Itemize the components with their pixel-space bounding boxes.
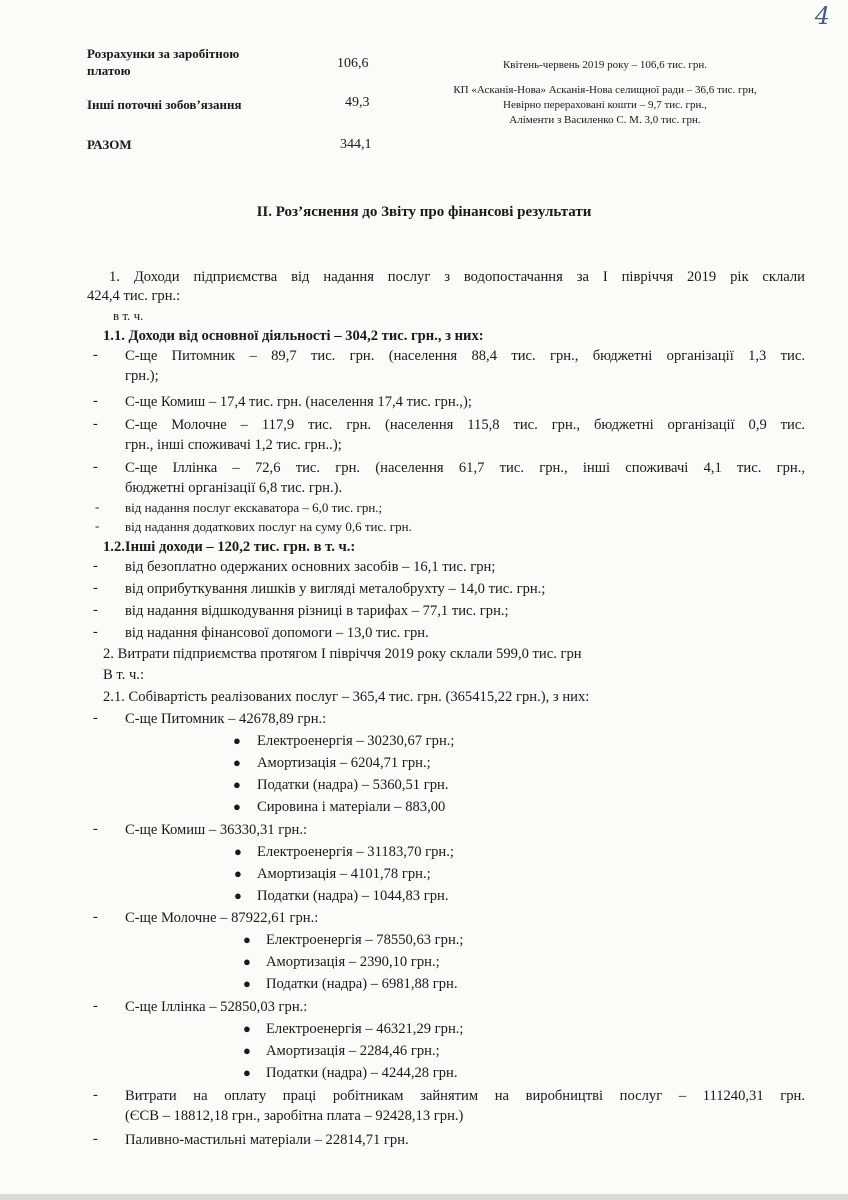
handwritten-page-number: 4: [814, 2, 830, 30]
table-row-label: Інші поточні зобов’язання: [87, 97, 242, 112]
bullet-icon: ●: [233, 755, 241, 770]
bullet-icon: ●: [243, 1043, 251, 1058]
table-total-label: РАЗОМ: [87, 137, 132, 152]
list-dash: -: [93, 1087, 98, 1103]
list-dash: -: [93, 459, 98, 475]
cost-item: Податки (надра) – 4244,28 грн.: [266, 1065, 458, 1081]
cost-item: Сировина і матеріали – 883,00: [257, 799, 446, 815]
list-item: С-ще Питомник – 89,7 тис. грн. (населення 88,4 тис. грн., бюджетні організації 1,3 тис.: [125, 348, 805, 364]
list-dash: -: [93, 624, 98, 640]
table-row-note: Невірно перераховані кошти – 9,7 тис. грн.,: [503, 99, 707, 111]
list-dash: -: [93, 998, 98, 1014]
list-dash: -: [95, 499, 100, 514]
bullet-icon: ●: [243, 1065, 251, 1080]
list-item: С-ще Іллінка – 72,6 тис. грн. (населення 61,7 тис. грн., інші споживачі 4,1 тис. грн.,: [125, 460, 805, 476]
section-title: ІІ. Роз’яснення до Звіту про фінансові результати: [256, 204, 592, 220]
bullet-icon: ●: [243, 932, 251, 947]
cost-item: Електроенергія – 46321,29 грн.;: [266, 1021, 464, 1037]
list-dash: -: [93, 393, 98, 409]
bullet-icon: ●: [233, 777, 241, 792]
paragraph-income-cont: 424,4 тис. грн.:: [87, 288, 181, 304]
bullet-icon: ●: [234, 844, 242, 859]
bullet-icon: ●: [243, 954, 251, 969]
table-row-note: Аліменти з Василенко С. М. 3,0 тис. грн.: [509, 114, 701, 126]
list-item: від надання відшкодування різниці в тарифах – 77,1 тис. грн.;: [125, 603, 509, 619]
list-dash: -: [93, 602, 98, 618]
cost-item: Амортизація – 2284,46 грн.;: [266, 1043, 440, 1059]
labor-costs: Витрати на оплату праці робітникам зайнятим на виробництві послуг – 111240,31 грн.: [125, 1088, 805, 1104]
list-dash: -: [93, 558, 98, 574]
paragraph-cost: 2.1. Собівартість реалізованих послуг – 365,4 тис. грн. (365415,22 грн.), з них:: [103, 689, 590, 705]
list-dash: -: [93, 821, 98, 837]
labor-costs-cont: (ЄСВ – 18812,18 грн., заробітна плата – 92428,13 грн.): [125, 1108, 464, 1124]
heading-1-2: 1.2.Інші доходи – 120,2 тис. грн. в т. ч.:: [103, 539, 356, 555]
list-item: від надання послуг екскаватора – 6,0 тис. грн.;: [125, 500, 383, 515]
village-illinka: С-ще Іллінка – 52850,03 грн.:: [125, 999, 308, 1015]
list-item-cont: грн.);: [125, 368, 159, 384]
bullet-icon: ●: [234, 888, 242, 903]
bullet-icon: ●: [233, 733, 241, 748]
list-item: С-ще Молочне – 117,9 тис. грн. (населення 115,8 тис. грн., бюджетні організації 0,9 тис.: [125, 417, 805, 433]
paragraph-income: 1. Доходи підприємства від надання послуг з водопостачання за І півріччя 2019 рік склали: [109, 269, 805, 285]
cost-item: Амортизація – 6204,71 грн.;: [257, 755, 431, 771]
table-row-note: Квітень-червень 2019 року – 106,6 тис. грн.: [502, 59, 708, 71]
list-dash: -: [93, 347, 98, 363]
list-item: від надання фінансової допомоги – 13,0 тис. грн.: [125, 625, 429, 641]
cost-item: Амортизація – 4101,78 грн.;: [257, 866, 431, 882]
list-dash: -: [93, 909, 98, 925]
bullet-icon: ●: [234, 866, 242, 881]
cost-item: Амортизація – 2390,10 грн.;: [266, 954, 440, 970]
list-item: від оприбуткування лишків у вигляді металобрухту – 14,0 тис. грн.;: [125, 581, 546, 597]
list-item-cont: грн., інші споживачі 1,2 тис. грн..);: [125, 437, 342, 453]
scan-bottom-edge: [0, 1194, 848, 1200]
table-row-label: Розрахунки за заробітною: [87, 46, 240, 61]
bullet-icon: ●: [233, 799, 241, 814]
list-dash: -: [93, 580, 98, 596]
paragraph-expenses: 2. Витрати підприємства протягом І півріччя 2019 року склали 599,0 тис. грн: [103, 646, 582, 662]
table-row-label-cont: платою: [87, 63, 131, 78]
list-item-cont: бюджетні організації 6,8 тис. грн.).: [125, 480, 343, 496]
table-row-note: КП «Асканія-Нова» Асканія-Нова селищної ради – 36,6 тис. грн,: [453, 84, 757, 96]
list-item: С-ще Комиш – 17,4 тис. грн. (населення 17,4 тис. грн.,);: [125, 394, 472, 410]
table-total-value: 344,1: [340, 137, 372, 152]
fuel-costs: Паливно-мастильні матеріали – 22814,71 грн.: [125, 1132, 409, 1148]
list-dash: -: [95, 518, 100, 533]
bullet-icon: ●: [243, 976, 251, 991]
bullet-icon: ●: [243, 1021, 251, 1036]
cost-item: Електроенергія – 78550,63 грн.;: [266, 932, 464, 948]
village-komysh: С-ще Комиш – 36330,31 грн.:: [125, 822, 308, 838]
vtch2-label: В т. ч.:: [103, 667, 145, 683]
village-pytomnyk: С-ще Питомник – 42678,89 грн.:: [125, 711, 327, 727]
cost-item: Податки (надра) – 6981,88 грн.: [266, 976, 458, 992]
table-row-value: 106,6: [337, 56, 369, 71]
list-dash: -: [93, 1131, 98, 1147]
list-item: від безоплатно одержаних основних засобів – 16,1 тис. грн;: [125, 559, 496, 575]
vtch-label: в т. ч.: [113, 308, 144, 323]
village-molochne: С-ще Молочне – 87922,61 грн.:: [125, 910, 319, 926]
cost-item: Податки (надра) – 1044,83 грн.: [257, 888, 449, 904]
cost-item: Податки (надра) – 5360,51 грн.: [257, 777, 449, 793]
heading-1-1: 1.1. Доходи від основної діяльності – 304,2 тис. грн., з них:: [103, 328, 484, 344]
cost-item: Електроенергія – 31183,70 грн.;: [257, 844, 454, 860]
cost-item: Електроенергія – 30230,67 грн.;: [257, 733, 455, 749]
list-item: від надання додаткових послуг на суму 0,6 тис. грн.: [125, 519, 412, 534]
table-row-value: 49,3: [345, 95, 370, 110]
list-dash: -: [93, 710, 98, 726]
list-dash: -: [93, 416, 98, 432]
